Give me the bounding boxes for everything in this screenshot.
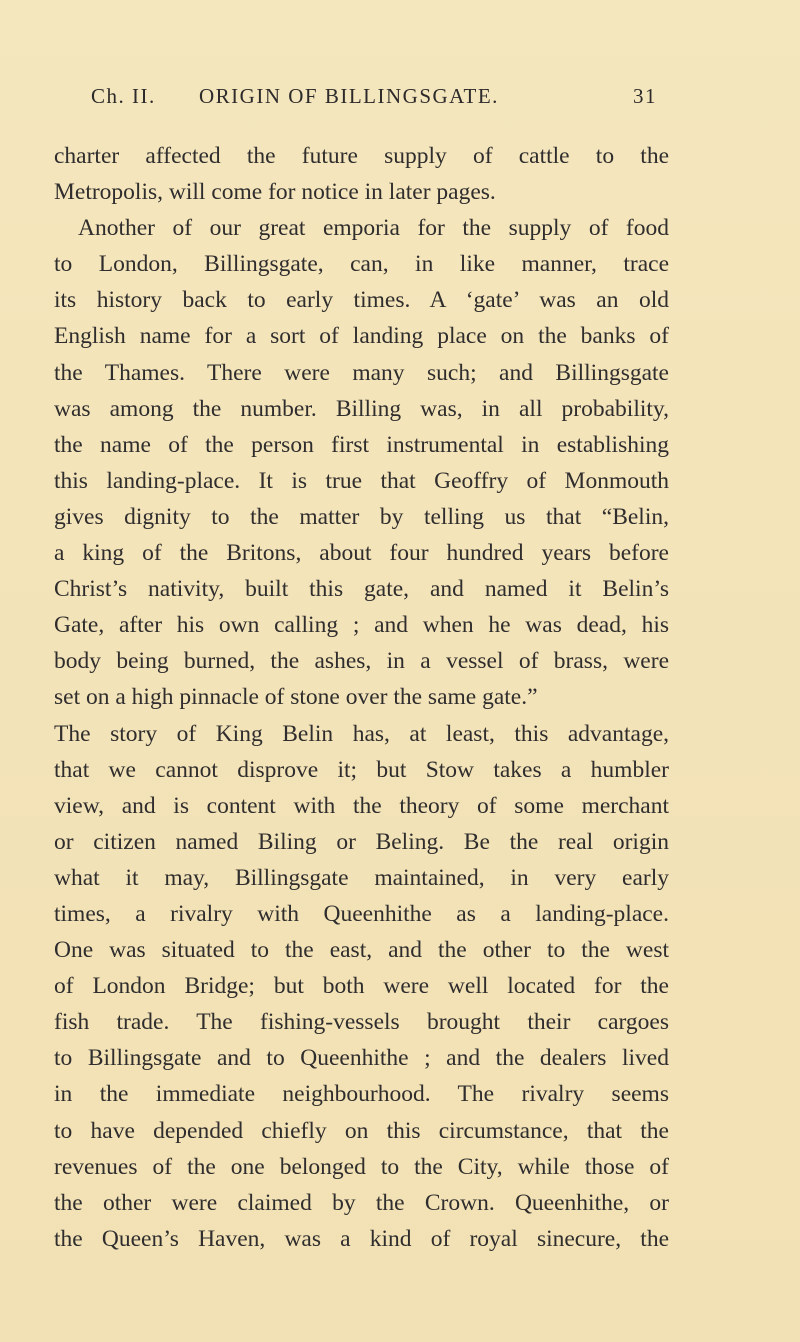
text-line: The story of King Belin has, at least, this advantage, [54,720,669,747]
text-line: Another of our great emporia for the supply of food [78,215,669,242]
text-line: to London, Billingsgate, can, in like manner, trace [54,251,669,278]
text-line: Christ’s nativity, built this gate, and named it Belin’s [54,576,669,603]
text-line: Metropolis, will come for notice in later pages. [54,179,496,206]
text-line: English name for a sort of landing place on the banks of [54,323,669,350]
chapter-label: Ch. II. [91,84,156,108]
running-head [91,84,657,114]
text-line: times, a rivalry with Queenhithe as a landing-place. [54,900,669,927]
text-line: gives dignity to the matter by telling us that “Belin, [54,503,669,530]
text-line: its history back to early times. A ‘gate’ was an old [54,287,669,314]
text-line: revenues of the one belonged to the City, while those of [54,1153,669,1180]
chapter-title: ORIGIN OF BILLINGSGATE. [199,84,499,108]
text-line: the Thames. There were many such; and Billingsgate [54,359,669,386]
text-line: set on a high pinnacle of stone over the same gate.” [54,684,538,711]
text-line: charter affected the future supply of cattle to the [54,143,669,169]
text-line: view, and is content with the theory of some merchant [54,792,669,819]
text-line: or citizen named Biling or Beling. Be the real origin [54,828,669,855]
text-line: the name of the person first instrumental in establishing [54,431,669,458]
body-text [54,138,669,1257]
text-line: the other were claimed by the Crown. Queenhithe, or [54,1189,669,1216]
text-line: the Queen’s Haven, was a kind of royal sinecure, the [54,1225,669,1252]
text-line: in the immediate neighbourhood. The rivalry seems [54,1081,669,1108]
text-line: to Billingsgate and to Queenhithe ; and the dealers lived [54,1045,669,1072]
text-line: Gate, after his own calling ; and when he was dead, his [54,612,669,639]
text-line: body being burned, the ashes, in a vessel of brass, were [54,648,669,675]
text-line: to have depended chiefly on this circumstance, that the [54,1117,669,1144]
text-line: One was situated to the east, and the other to the west [54,937,669,964]
text-line: that we cannot disprove it; but Stow takes a humbler [54,756,669,783]
text-line: fish trade. The fishing-vessels brought their cargoes [54,1009,669,1036]
text-line: this landing-place. It is true that Geoffry of Monmouth [54,467,669,494]
text-line: of London Bridge; but both were well located for the [54,973,669,1000]
text-line: was among the number. Billing was, in all probability, [54,395,669,422]
page-number: 31 [633,84,657,108]
text-line: what it may, Billingsgate maintained, in very early [54,864,669,891]
text-line: a king of the Britons, about four hundred years before [54,540,669,567]
